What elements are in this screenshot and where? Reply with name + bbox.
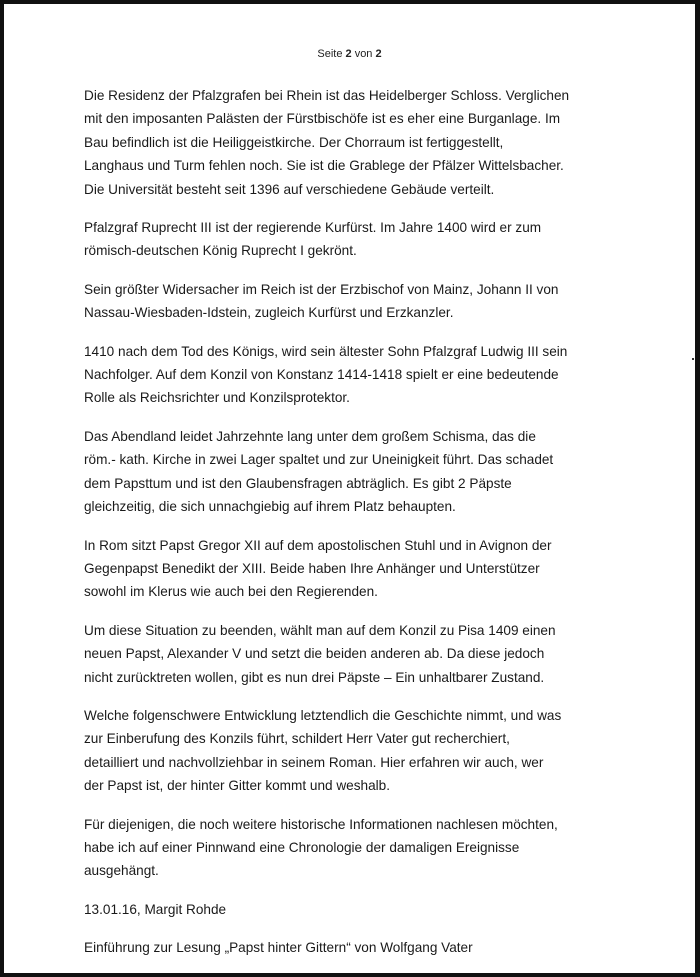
paragraph-adversary: Sein größter Widersacher im Reich ist der Erzbischof von Mainz, Johann II von Nassau-Wiesbaden-Idstein, zugleich Kurfürst und Erzkanzler. [84,281,559,321]
paragraph-popes: In Rom sitzt Papst Gregor XII auf dem apostolischen Stuhl und in Avignon der Gegenpapst Benedikt der XIII. Beide haben Ihre Anhänger und Unterstützer sowohl im Klerus wie auch bei den Regierenden. [84,537,552,600]
current-page-number: 2 [345,48,352,60]
page-number-header [4,48,695,60]
paragraph-pisa: Um diese Situation zu beenden, wählt man auf dem Konzil zu Pisa 1409 einen neuen Papst, Alexander V und setzt die beiden anderen ab. Da diese jedoch nicht zurücktreten wollen, gibt es nun drei Päpste – Ein unhaltbarer Zustand. [84,622,556,685]
paragraph-ludwig: 1410 nach dem Tod des Königs, wird sein ältester Sohn Pfalzgraf Ludwig III sein Nachfolger. Auf dem Konzil von Konstanz 1414-1418 spielt er eine bedeutende Rolle als Reichsrichter und Konzilsprotektor. [84,343,568,406]
date-signature: 13.01.16, Margit Rohde [84,901,227,917]
total-pages-number: 2 [375,48,382,60]
paragraph-novel: Welche folgenschwere Entwicklung letztendlich die Geschichte nimmt, und was zur Einberufung des Konzils führt, schildert Herr Vater gut recherchiert, detailliert und nachvollziehbar in seinem Roman. Hier erfahren wir auch, wer der Papst ist, der hinter Gitter kommt und weshalb. [84,707,562,794]
paragraph-pinboard: Für diejenigen, die noch weitere historische Informationen nachlesen möchten, habe ich auf einer Pinnwand eine Chronologie der damaligen Ereignisse ausgehängt. [84,816,558,879]
paragraph-ruprecht: Pfalzgraf Ruprecht III ist der regierende Kurfürst. Im Jahre 1400 wird er zum römisch-deutschen König Ruprecht I gekrönt. [84,220,542,259]
page-label: Seite [317,48,343,60]
paragraph-residence: Die Residenz der Pfalzgrafen bei Rhein ist das Heidelberger Schloss. Verglichen mit den imposanten Palästen der Fürstbischöfe ist es eher eine Burganlage. Im Bau befindlich ist die Heiliggeistkirche. Der Chorraum ist fertiggestellt, Langhaus und Turm fehlen noch. Sie ist die Grablege der Pfälzer Wittelsbacher. Die Universität besteht seit 1396 auf verschiedene Gebäude verteilt. [84,88,570,197]
page-of-label: von [354,48,373,60]
document-body [84,84,624,960]
reading-introduction-title: Einführung zur Lesung „Papst hinter Gittern“ von Wolfgang Vater [84,940,473,956]
scan-speck [692,358,694,360]
paragraph-schism: Das Abendland leidet Jahrzehnte lang unter dem großem Schisma, das die röm.- kath. Kirche in zwei Lager spaltet und zur Uneinigkeit führt. Das schadet dem Papsttum und ist den Glaubensfragen abträglich. Es gibt 2 Päpste gleichzeitig, die sich unnachgiebig auf ihrem Platz behaupten. [84,428,554,515]
